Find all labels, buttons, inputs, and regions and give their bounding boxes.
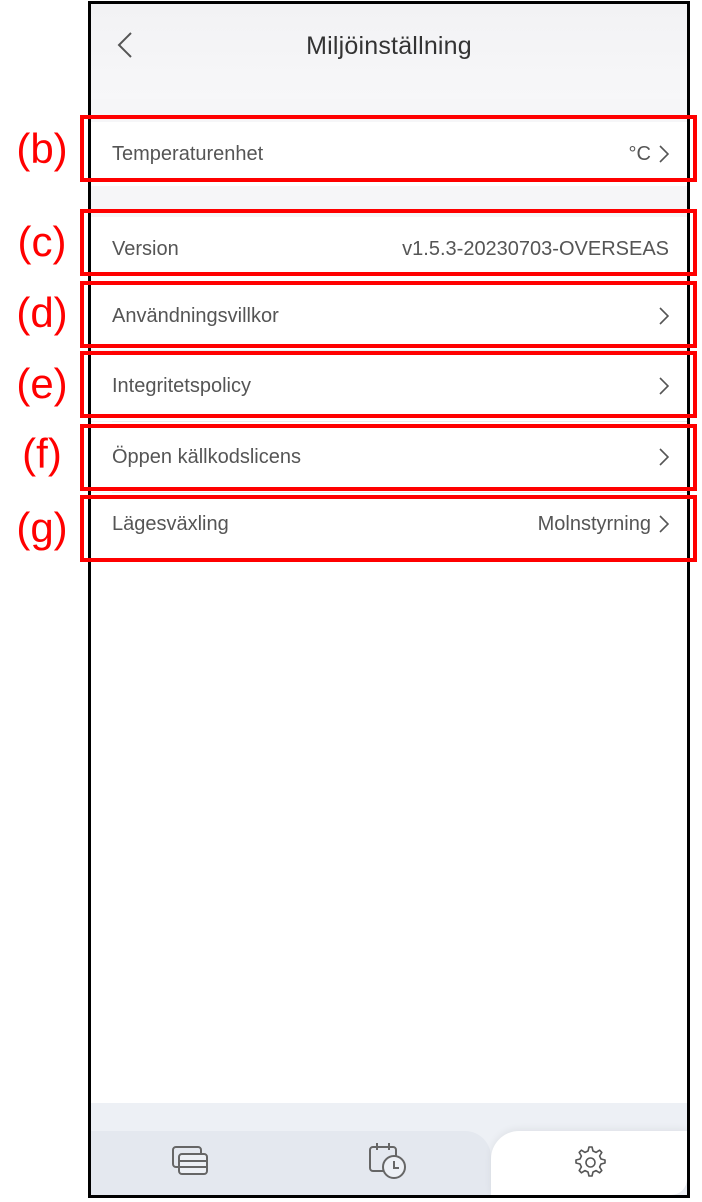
content-area (91, 555, 687, 1103)
tab-devices[interactable] (168, 1139, 212, 1183)
settings-row-value: °C (628, 142, 651, 165)
annotation-label-b: (b) (16, 125, 68, 172)
settings-row-label: Lägesväxling (112, 512, 229, 535)
annotation-label-e: (e) (16, 360, 68, 407)
settings-row-label: Temperaturenhet (112, 142, 264, 165)
annotation-label-g: (g) (16, 504, 68, 551)
settings-row-label: Användningsvillkor (112, 304, 279, 327)
annotation-box-f (80, 424, 697, 491)
annotation-label-d: (d) (16, 289, 68, 336)
settings-row-label: Integritetspolicy (112, 374, 251, 397)
annotation-box-b (80, 115, 697, 182)
annotation-box-g (80, 495, 697, 562)
tab-settings[interactable] (567, 1139, 611, 1183)
page-title: Miljöinställning (306, 32, 472, 60)
settings-row-value: v1.5.3-20230703-OVERSEAS (402, 237, 669, 260)
settings-row-label: Öppen källkodslicens (112, 445, 301, 468)
settings-row-value: Molnstyrning (537, 512, 651, 535)
tab-bar-inactive-region (91, 1131, 491, 1195)
annotation-box-e (80, 351, 697, 418)
header (91, 4, 687, 99)
annotation-label-f: (f) (22, 430, 62, 477)
bottom-tab-bar (91, 1103, 687, 1195)
schedule-timer-icon (367, 1141, 409, 1181)
gear-icon (571, 1143, 607, 1179)
annotation-box-d (80, 281, 697, 348)
annotation-label-c: (c) (17, 218, 67, 265)
tab-schedule[interactable] (366, 1139, 410, 1183)
annotation-box-c (80, 209, 697, 276)
devices-icon (171, 1145, 209, 1177)
settings-row-label: Version (112, 237, 179, 260)
